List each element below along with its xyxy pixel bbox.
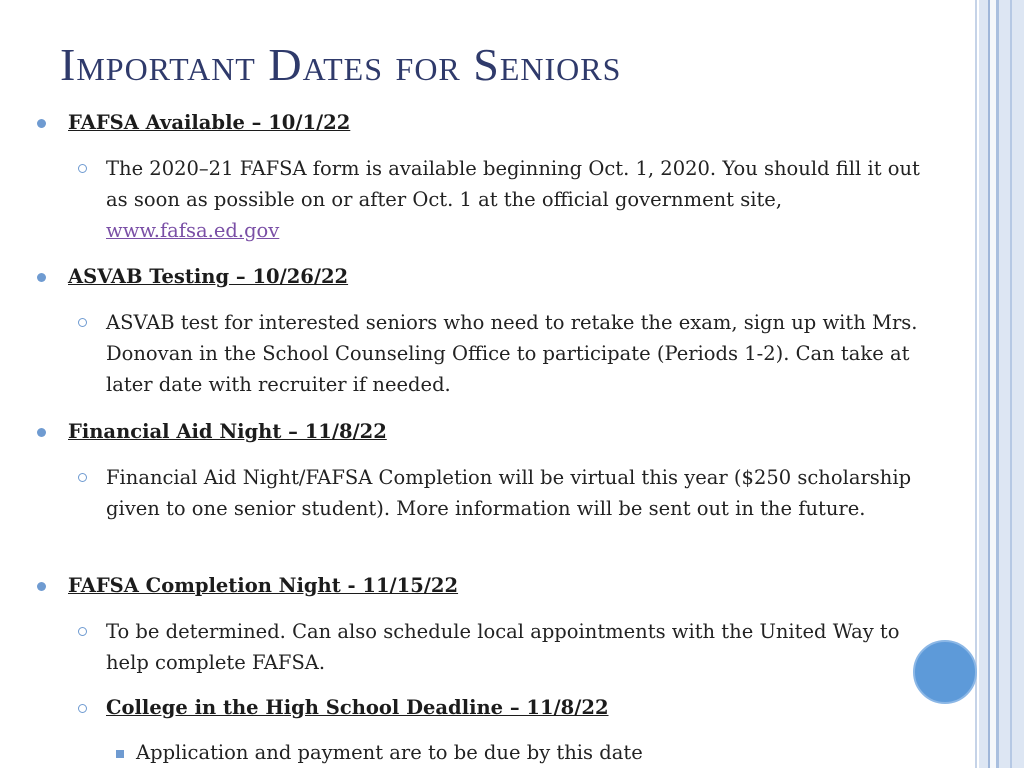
section-heading: FAFSA Available – 10/1/22 xyxy=(68,111,351,134)
square-bullet-icon xyxy=(116,750,124,758)
bullet-icon xyxy=(37,428,46,437)
circle-bullet-icon xyxy=(78,627,87,636)
section-detail: Financial Aid Night/FAFSA Completion will be virtual this year ($250 scholarship given to one senior student). More information will be sent out in the future. xyxy=(106,466,912,520)
section-detail: ASVAB test for interested seniors who need to retake the exam, sign up with Mrs. Donovan in the School Counseling Office to participate (Periods 1-2). Can take at later date with recruiter if needed. xyxy=(106,311,918,396)
circle-bullet-icon xyxy=(78,318,87,327)
accent-circle xyxy=(913,640,977,704)
circle-bullet-icon xyxy=(78,164,87,173)
border-stripe xyxy=(979,0,988,768)
border-stripe xyxy=(975,0,977,768)
sub-detail: Application and payment are to be due by this date xyxy=(136,741,643,764)
fafsa-link[interactable]: www.fafsa.ed.gov xyxy=(106,219,280,242)
section-heading: FAFSA Completion Night - 11/15/22 xyxy=(68,574,459,597)
circle-bullet-icon xyxy=(78,704,87,713)
bullet-icon xyxy=(37,582,46,591)
border-stripe xyxy=(1010,0,1012,768)
bullet-icon xyxy=(37,119,46,128)
slide-title: Important Dates for Seniors xyxy=(60,39,622,90)
section-heading: ASVAB Testing – 10/26/22 xyxy=(68,265,349,288)
bullet-icon xyxy=(37,273,46,282)
sub-heading: College in the High School Deadline – 11/8/22 xyxy=(106,696,609,719)
circle-bullet-icon xyxy=(78,473,87,482)
section-heading: Financial Aid Night – 11/8/22 xyxy=(68,420,387,443)
section-detail: The 2020–21 FAFSA form is available beginning Oct. 1, 2020. You should fill it out as soon as possible on or after Oct. 1 at the official government site, www.fafsa.ed.gov xyxy=(106,157,920,242)
section-detail: To be determined. Can also schedule local appointments with the United Way to help complete FAFSA. xyxy=(106,620,900,674)
